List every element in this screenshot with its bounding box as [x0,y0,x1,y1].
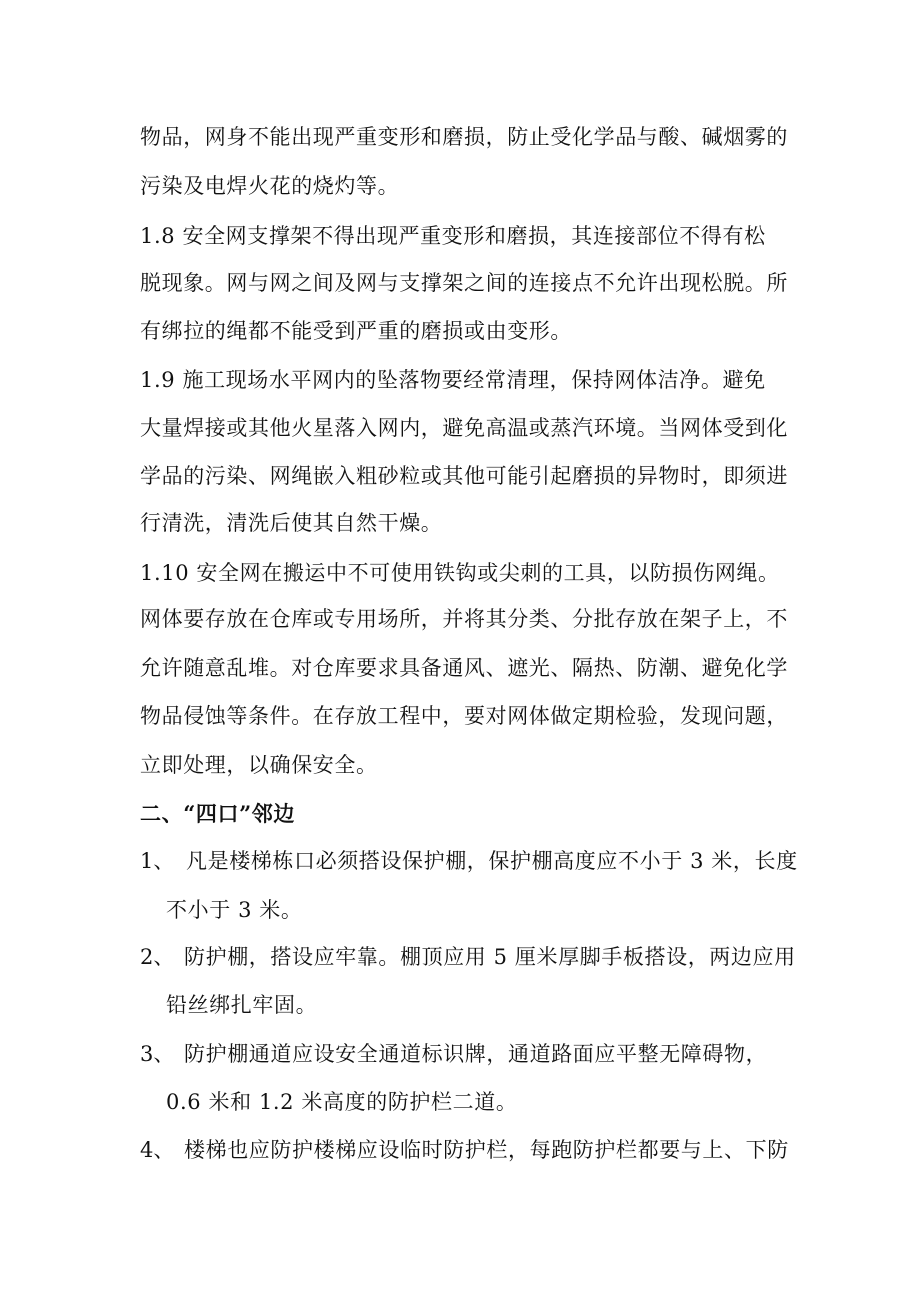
paragraph-line: 学品的污染、网绳嵌入粗砂粒或其他可能引起磨损的异物时，即须进 [140,464,788,488]
list-item-number: 1、 [140,849,175,873]
list-item-line: 防护棚通道应设安全通道标识牌，通道路面应平整无障碍物， [184,1042,768,1066]
paragraph-line: 网体要存放在仓库或专用场所，并将其分类、分批存放在架子上，不 [140,607,788,631]
list-item-line: 不小于 3 米。 [166,898,303,922]
paragraph-line: 有绑拉的绳都不能受到严重的磨损或由变形。 [140,319,572,343]
list-item-line: 铅丝绑扎牢固。 [166,993,318,1017]
list-item-line: 楼梯也应防护楼梯应设临时防护栏，每跑防护栏都要与上、下防 [184,1138,789,1162]
paragraph-line: 污染及电焊火花的烧灼等。 [140,174,400,198]
section-heading: 二、“四口”邻边 [140,801,295,826]
paragraph-line: 脱现象。网与网之间及网与支撑架之间的连接点不允许出现松脱。所 [140,271,788,295]
paragraph-line: 物品侵蚀等条件。在存放工程中，要对网体做定期检验，发现问题， [140,704,788,728]
paragraph-line: 1.9 施工现场水平网内的坠落物要经常清理，保持网体洁净。避免 [140,368,766,392]
paragraph-line: 立即处理，以确保安全。 [140,753,378,777]
list-item-line: 凡是楼梯栋口必须搭设保护棚，保护棚高度应不小于 3 米，长度 [186,849,798,873]
paragraph-line: 物品，网身不能出现严重变形和磨损，防止受化学品与酸、碱烟雾的 [140,125,788,149]
paragraph-line: 大量焊接或其他火星落入网内，避免高温或蒸汽环境。当网体受到化 [140,416,788,440]
list-item-number: 2、 [140,945,175,969]
list-item-line: 0.6 米和 1.2 米高度的防护栏二道。 [166,1090,518,1114]
paragraph-line: 允许随意乱堆。对仓库要求具备通风、遮光、隔热、防潮、避免化学 [140,656,788,680]
list-item-number: 3、 [140,1042,175,1066]
paragraph-line: 1.10 安全网在搬运中不可使用铁钩或尖刺的工具，以防损伤网绳。 [140,561,780,585]
list-item-line: 防护棚，搭设应牢靠。棚顶应用 5 厘米厚脚手板搭设，两边应用 [184,945,796,969]
list-item-number: 4、 [140,1138,175,1162]
paragraph-line: 1.8 安全网支撑架不得出现严重变形和磨损，其连接部位不得有松 [140,224,766,248]
paragraph-line: 行清洗，清洗后使其自然干燥。 [140,511,443,535]
